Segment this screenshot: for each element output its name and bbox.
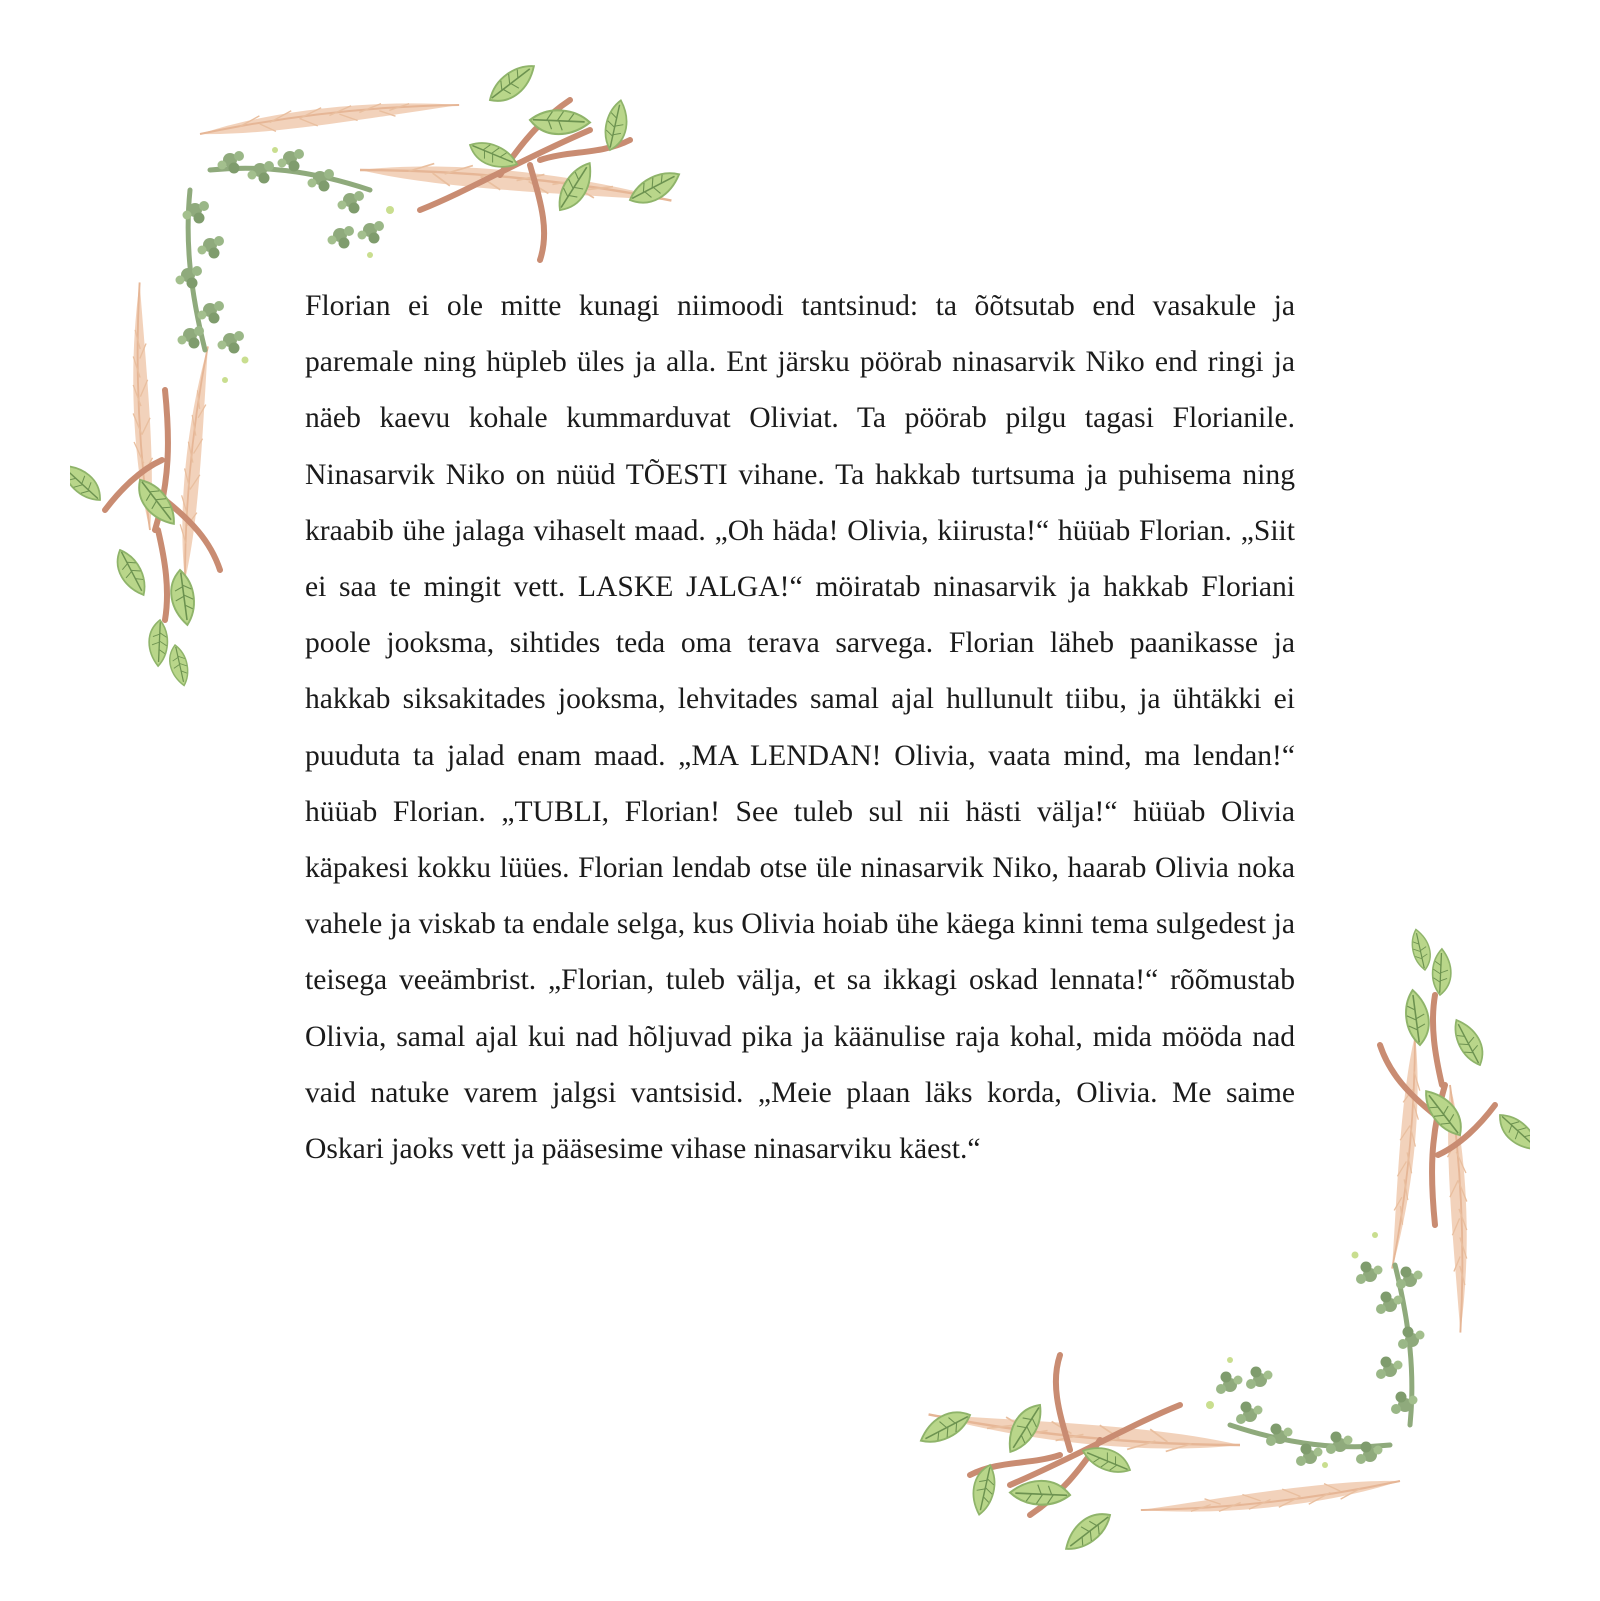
story-paragraph: Florian ei ole mitte kunagi niimoodi tantsinud: ta õõtsutab end vasakule ja paremale ning hüpleb üles ja alla. Ent järsku pöörab ninasarvik Niko end ringi ja näeb kaevu kohale kummarduvat Oliviat. Ta pöörab pilgu tagasi Florianile. Ninasarvik Niko on nüüd TÕESTI vihane. Ta hakkab turtsuma ja puhisema ning kraabib ühe jalaga vihaselt maad. „Oh häda! Olivia, kiirusta!“ hüüab Florian. „Siit ei saa te mingit vett. LASKE JALGA!“ möiratab ninasarvik ja hakkab Floriani poole jooksma, sihtides teda oma terava sarvega. Florian läheb paanikasse ja hakkab siksakitades jooksma, lehvitades samal ajal hullunult tiibu, ja ühtäkki ei puuduta ta jalad enam maad. „MA LENDAN! Olivia, vaata mind, ma lendan!“ hüüab Florian. „TUBLI, Florian! See tuleb sul nii hästi välja!“ hüüab Olivia käpakesi kokku lüües. Florian lendab otse üle ninasarvik Niko, haarab Olivia noka vahele ja viskab ta endale selga, kus Olivia hoiab ühe käega kinni tema sulgedest ja teisega veeämbrist. „Florian, tuleb välja, et sa ikkagi oskad lennata!“ rõõmustab Olivia, samal ajal kui nad hõljuvad pika ja käänulise raja kohal, mida mööda nad vaid natuke varem jalgsi vantsisid. „Meie plaan läks korda, Olivia. Me saime Oskari jaoks vett ja pääsesime vihase ninasarviku käest.“: [305, 290, 1295, 1166]
